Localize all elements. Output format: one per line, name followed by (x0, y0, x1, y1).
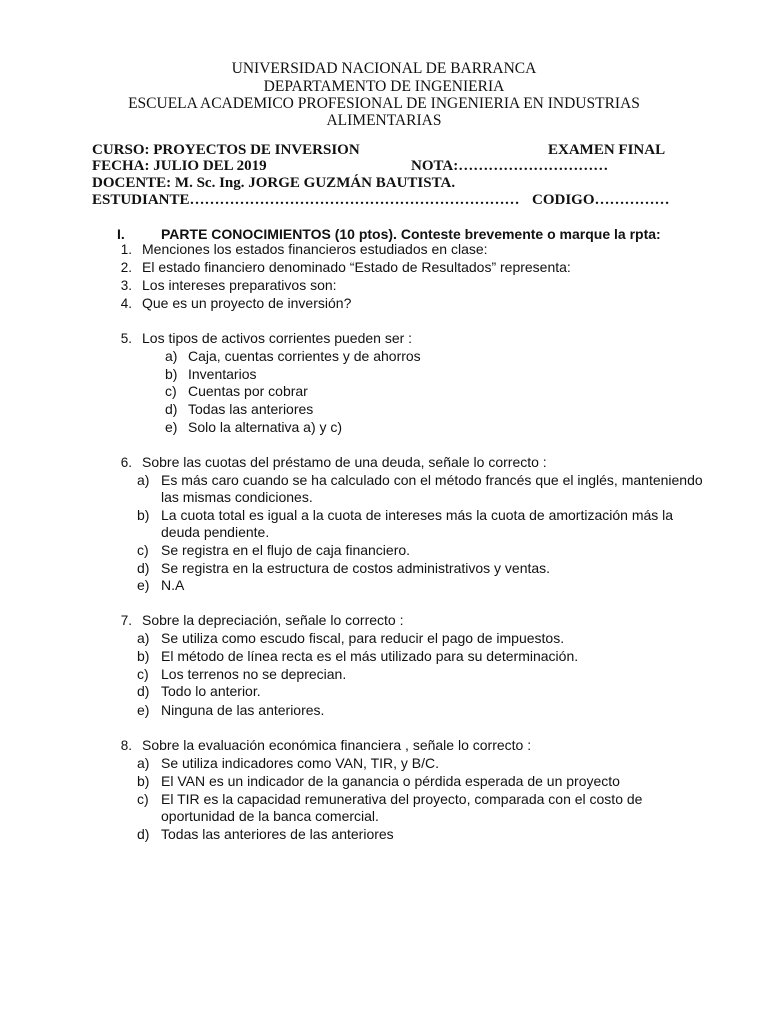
university-name: UNIVERSIDAD NACIONAL DE BARRANCA (231, 60, 537, 77)
option-letter: e) (137, 702, 150, 718)
question-number: 6. (120, 455, 132, 470)
option-text: Se utiliza como escudo fiscal, para reducir el pago de impuestos. (161, 630, 565, 646)
option-letter: b) (165, 366, 178, 382)
option-letter: c) (137, 666, 149, 682)
grade-field: NOTA:………………………… (411, 158, 609, 174)
question-text: Los intereses preparativos son: (142, 277, 337, 293)
option-text: Se registra en la estructura de costos administrativos y ventas. (161, 560, 551, 576)
question-number: 1. (120, 242, 132, 257)
code-field: CODIGO…………… (532, 192, 670, 208)
option-text: Todo lo anterior. (161, 683, 261, 699)
department-name: DEPARTAMENTO DE INGENIERIA (263, 78, 505, 95)
school-name: ESCUELA ACADEMICO PROFESIONAL DE INGENIERIA EN INDUSTRIAS (128, 95, 640, 112)
question-number: 8. (120, 738, 132, 753)
option-letter: d) (165, 401, 178, 417)
option-text: Todas las anteriores (188, 401, 314, 417)
question-text: Menciones los estados financieros estudiados en clase: (142, 241, 488, 257)
option-letter: e) (165, 419, 178, 435)
question-text: Sobre las cuotas del préstamo de una deuda, señale lo correcto : (142, 454, 547, 470)
option-text-continued: oportunidad de la banca comercial. (161, 808, 379, 824)
option-text: Los terrenos no se deprecian. (161, 666, 347, 682)
option-text-continued: las mismas condiciones. (161, 489, 313, 505)
option-text: Caja, cuentas corrientes y de ahorros (188, 348, 421, 364)
question-number: 3. (120, 278, 132, 293)
option-text: Se registra en el flujo de caja financiero. (161, 542, 411, 558)
section-roman-numeral: I. (117, 226, 125, 242)
question-text: Sobre la evaluación económica financiera , señale lo correcto : (142, 737, 532, 753)
question-number: 2. (120, 260, 132, 275)
question-text: Sobre la depreciación, señale lo correcto : (142, 612, 404, 628)
option-text: El TIR es la capacidad remunerativa del proyecto, comparada con el costo de (161, 791, 643, 807)
question-text: El estado financiero denominado “Estado de Resultados” representa: (142, 259, 571, 275)
student-field: ESTUDIANTE………………………………………………………… (92, 192, 520, 208)
option-letter: a) (165, 348, 178, 364)
option-letter: b) (137, 507, 150, 523)
option-text: Solo la alternativa a) y c) (188, 419, 343, 435)
option-text: El VAN es un indicador de la ganancia o pérdida esperada de un proyecto (161, 773, 620, 789)
teacher-label: DOCENTE: M. Sc. Ing. JORGE GUZMÁN BAUTISTA. (92, 175, 456, 191)
date-label: FECHA: JULIO DEL 2019 (92, 158, 267, 174)
option-text: El método de línea recta es el más utilizado para su determinación. (161, 648, 579, 664)
option-text: Todas las anteriores de las anteriores (161, 826, 394, 842)
option-letter: d) (137, 826, 150, 842)
option-letter: d) (137, 683, 150, 699)
option-letter: b) (137, 773, 150, 789)
option-letter: c) (137, 791, 149, 807)
option-letter: b) (137, 648, 150, 664)
school-name-continued: ALIMENTARIAS (326, 112, 442, 129)
option-letter: c) (165, 383, 177, 399)
question-number: 4. (120, 296, 132, 311)
option-text: Ninguna de las anteriores. (161, 702, 325, 718)
option-text: Se utiliza indicadores como VAN, TIR, y B/C. (161, 755, 440, 771)
course-label: CURSO: PROYECTOS DE INVERSION (92, 142, 360, 158)
option-letter: a) (137, 630, 150, 646)
option-letter: e) (137, 577, 150, 593)
option-text: Es más caro cuando se ha calculado con el método francés que el inglés, manteniendo (161, 472, 703, 488)
question-text: Los tipos de activos corrientes pueden ser : (142, 330, 413, 346)
question-number: 5. (120, 331, 132, 346)
question-number: 7. (120, 613, 132, 628)
option-letter: a) (137, 755, 150, 771)
option-text-continued: deuda pendiente. (161, 524, 270, 540)
option-text: La cuota total es igual a la cuota de intereses más la cuota de amortización más la (161, 507, 674, 523)
option-text: Inventarios (188, 366, 257, 382)
section-title: PARTE CONOCIMIENTOS (10 ptos). Conteste brevemente o marque la rpta: (161, 226, 661, 242)
option-letter: d) (137, 560, 150, 576)
exam-type: EXAMEN FINAL (548, 142, 666, 158)
option-text: Cuentas por cobrar (188, 383, 308, 399)
option-text: N.A (161, 577, 185, 593)
option-letter: c) (137, 542, 149, 558)
option-letter: a) (137, 472, 150, 488)
question-text: Que es un proyecto de inversión? (142, 295, 352, 311)
